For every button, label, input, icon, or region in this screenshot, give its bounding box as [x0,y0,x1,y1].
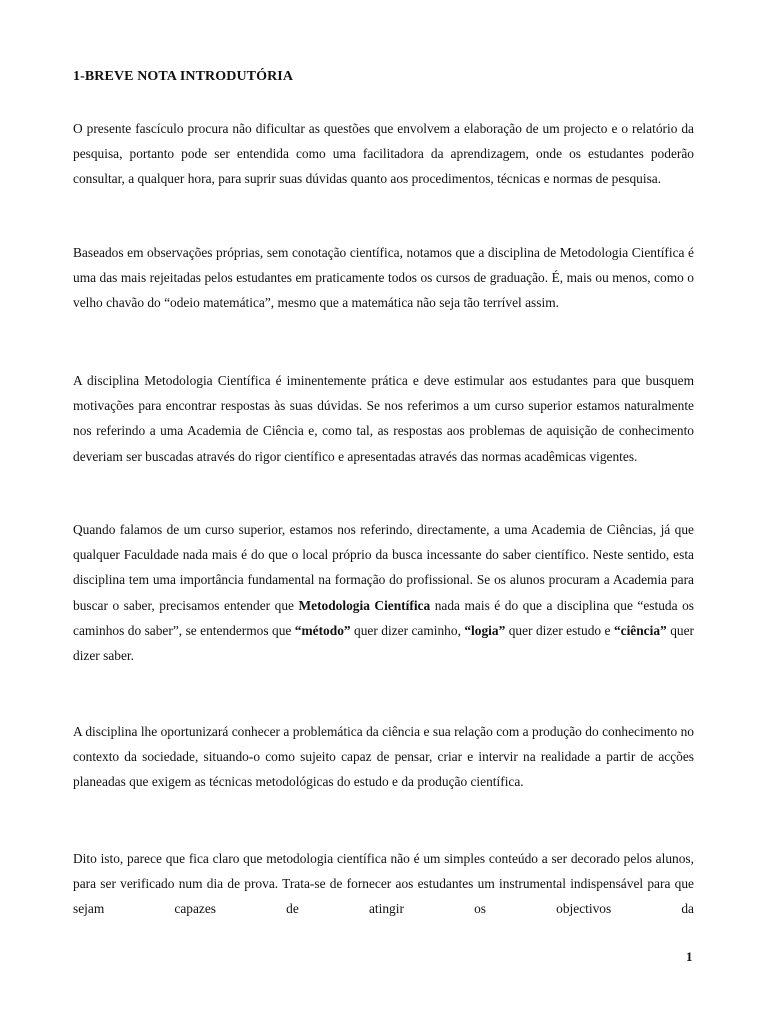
paragraph-4 [73,517,694,668]
paragraph-5: A disciplina lhe oportunizará conhecer a problemática da ciência e sua relação com a produção do conhecimento no contexto da sociedade, situando-o como sujeito capaz de pensar, criar e intervir na realidade a partir de acções planeadas que exigem as técnicas metodológicas do estudo e da produção científica. [73,724,694,790]
bold-term-metodologia: Metodologia Científica [298,597,431,613]
paragraph-4-text-5: quer dizer saber. [73,622,694,664]
paragraph-1: O presente fascículo procura não dificultar as questões que envolvem a elaboração de um projecto e o relatório da pesquisa, portanto pode ser entendida como uma facilitadora da aprendizagem, onde os estudantes poderão consultar, a qualquer hora, para suprir suas dúvidas quanto aos procedimentos, técnicas e normas de pesquisa. [73,121,694,187]
paragraph-4-text-3: quer dizer caminho, [350,622,465,638]
paragraph-2: Baseados em observações próprias, sem conotação científica, notamos que a disciplina de Metodologia Científica é uma das mais rejeitadas pelos estudantes em praticamente todos os cursos de graduação. É, mais ou menos, como o velho chavão do “odeio matemática”, mesmo que a matemática não seja tão terrível assim. [73,245,694,311]
bold-term-ciencia: “ciência” [613,622,667,638]
page-number: 1 [686,949,693,964]
paragraph-4-text-2: nada mais é do que a disciplina que “estuda os caminhos do saber”, se entendermos que [73,597,694,638]
paragraph-6: Dito isto, parece que fica claro que metodologia científica não é um simples conteúdo a ser decorado pelos alunos, para ser verificado num dia de prova. Trata-se de fornecer aos estudantes um instrumental indispensável para que sejam capazes de atingir os objectivos da [73,851,694,917]
paragraph-3: A disciplina Metodologia Científica é iminentemente prática e deve estimular aos estudantes para que busquem motivações para encontrar respostas às suas dúvidas. Se nos referimos a um curso superior estamos naturalmente nos referindo a uma Academia de Ciência e, como tal, as respostas aos problemas de aquisição de conhecimento deveriam ser buscadas através do rigor científico e apresentadas através das normas acadêmicas vigentes. [73,373,694,464]
paragraph-4-text-1: Quando falamos de um curso superior, estamos nos referindo, directamente, a uma Academia de Ciências, já que qualquer Faculdade nada mais é do que o local próprio da busca incessante do saber científico. Neste sentido, esta disciplina tem uma importância fundamental na formação do profissional. Se os alunos procuram a Academia para buscar o saber, precisamos entender que [73,522,694,613]
bold-term-metodo: “método” [294,622,351,638]
paragraph-4-text-4: quer dizer estudo e [505,622,614,638]
bold-term-logia: “logia” [464,622,506,638]
section-heading: 1-BREVE NOTA INTRODUTÓRIA [73,69,294,84]
